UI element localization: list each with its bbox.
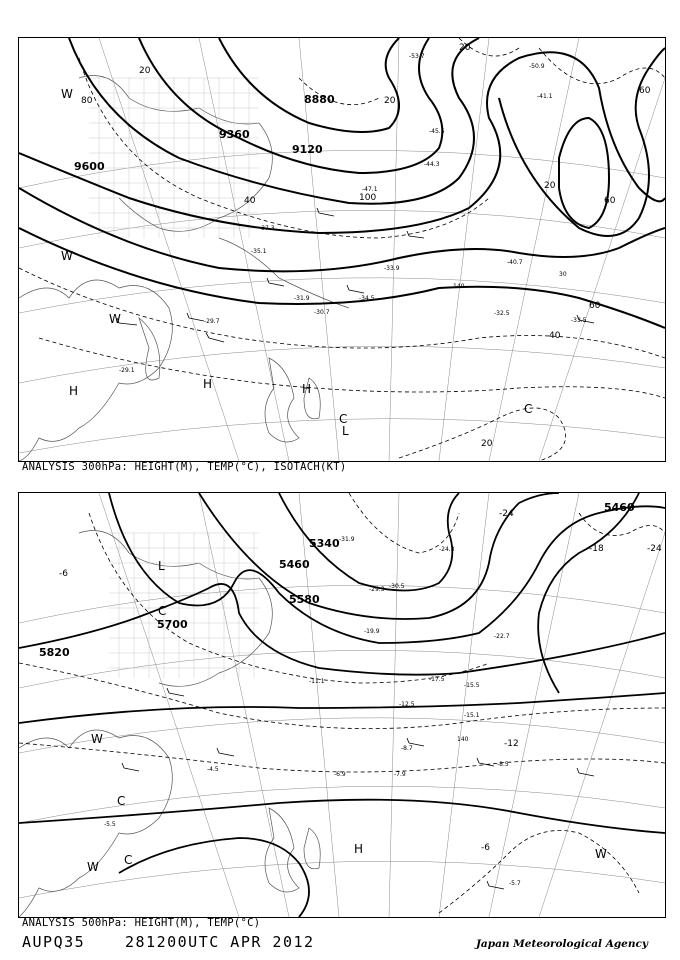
station-temp: -30.5 [389, 583, 405, 590]
warm-mark: W [61, 87, 73, 101]
valid-time: 281200UTC APR 2012 [125, 933, 315, 951]
station-temp: -17.5 [429, 676, 445, 683]
height-label: 5460 [604, 501, 635, 514]
station-temp: -30.7 [314, 309, 330, 316]
height-label: 9120 [292, 143, 323, 156]
station-grid-area [89, 78, 259, 238]
isotach-label: 20 [459, 43, 471, 53]
warm-mark: W [61, 249, 73, 263]
panel-caption-300hpa: ANALYSIS 300hPa: HEIGHT(M), TEMP(°C), ISOTACH(KT) [22, 461, 347, 473]
high-pressure-mark: H [69, 384, 79, 398]
warm-mark: W [87, 860, 99, 874]
height-label: 9600 [74, 160, 105, 173]
height-label: 5700 [157, 618, 188, 631]
station-temp: -11.1 [309, 678, 325, 685]
bulletin-code: AUPQ35 [22, 933, 86, 951]
station-temp: -4.5 [207, 766, 219, 773]
height-label: 5340 [309, 537, 340, 550]
station-temp: -47.1 [362, 186, 378, 193]
station-temp: -35.1 [251, 248, 267, 255]
map-500hpa-svg [19, 493, 665, 917]
station-temp: -29.1 [119, 367, 135, 374]
station-temp: -22.7 [494, 633, 510, 640]
graticule [19, 493, 665, 917]
station-temp: -15.5 [464, 682, 480, 689]
map-500hpa [18, 492, 666, 918]
isotherm-label: -6 [481, 843, 490, 853]
agency-name: Japan Meteorological Agency [475, 938, 648, 950]
height-label: 5460 [279, 558, 310, 571]
high-pressure-mark: H [354, 842, 364, 856]
cold-mark: C [339, 412, 348, 426]
wind-barbs [122, 688, 594, 889]
high-pressure-mark: H [203, 377, 213, 391]
station-temp: -5.7 [509, 880, 521, 887]
isotherm-label: -24 [647, 544, 662, 554]
low-pressure-mark: L [158, 559, 165, 573]
station-temp: -31.9 [294, 295, 310, 302]
station-temp: -33.5 [571, 317, 587, 324]
isotach-label: 20 [384, 96, 396, 106]
station-temp: -8.5 [497, 761, 509, 768]
isotach-label: 20 [481, 439, 493, 449]
cold-mark: C [117, 794, 126, 808]
station-temp: -45.5 [429, 128, 445, 135]
graticule-label: 140 [457, 736, 469, 743]
station-temp: -29.3 [369, 586, 385, 593]
station-temp: -15.1 [464, 712, 480, 719]
station-temp: -5.5 [104, 821, 116, 828]
station-temp: -32.5 [494, 310, 510, 317]
high-pressure-mark: H [302, 382, 312, 396]
isotachs [19, 38, 665, 461]
station-temp: -7.9 [394, 771, 406, 778]
station-temp: -37.3 [259, 225, 275, 232]
isotach-label: 40 [244, 196, 256, 206]
isotach-label: 60 [639, 86, 651, 96]
isotach-label: 60 [604, 196, 616, 206]
height-label: 5580 [289, 593, 320, 606]
station-temp: -53.7 [409, 53, 425, 60]
station-temp: -40.7 [507, 259, 523, 266]
station-temp: -6.9 [334, 771, 346, 778]
station-temp: -50.9 [529, 63, 545, 70]
cold-mark: C [124, 853, 133, 867]
station-temp: -41.1 [537, 93, 553, 100]
height-contours [19, 493, 665, 917]
cold-mark: C [158, 604, 167, 618]
warm-mark: W [91, 732, 103, 746]
isotach-label: 40 [549, 331, 561, 341]
warm-mark: W [109, 312, 121, 326]
isotach-label: 60 [589, 301, 601, 311]
map-300hpa-svg [19, 38, 665, 461]
panel-caption-500hpa: ANALYSIS 500hPa: HEIGHT(M), TEMP(°C) [22, 917, 261, 929]
station-temp: -29.7 [204, 318, 220, 325]
station-temp: -34.5 [359, 295, 375, 302]
cold-mark: C [524, 402, 533, 416]
isotherm-label: -12 [504, 739, 519, 749]
warm-mark: W [595, 847, 607, 861]
station-temp: -19.9 [364, 628, 380, 635]
isotherm-label: -6 [59, 569, 68, 579]
isotherm-label: -24 [499, 509, 514, 519]
station-temp: -33.9 [384, 265, 400, 272]
station-temp: -24.3 [439, 546, 455, 553]
coastlines [19, 76, 349, 462]
isotherms [19, 493, 665, 913]
station-temp: -8.7 [401, 745, 413, 752]
isotherm-label: -18 [589, 544, 604, 554]
graticule [19, 38, 665, 461]
graticule-label: 140 [453, 283, 465, 290]
height-label: 8880 [304, 93, 335, 106]
height-label: 5820 [39, 646, 70, 659]
height-label: 9360 [219, 128, 250, 141]
station-temp: -12.5 [399, 701, 415, 708]
low-pressure-mark: L [342, 424, 349, 438]
isotach-label: 20 [544, 181, 556, 191]
graticule-label: 30 [559, 271, 567, 278]
isotach-label: 100 [359, 193, 377, 203]
map-300hpa [18, 37, 666, 462]
isotach-label: 20 [139, 66, 151, 76]
isotach-label: 80 [81, 96, 93, 106]
station-temp: -31.9 [339, 536, 355, 543]
station-temp: -44.3 [424, 161, 440, 168]
